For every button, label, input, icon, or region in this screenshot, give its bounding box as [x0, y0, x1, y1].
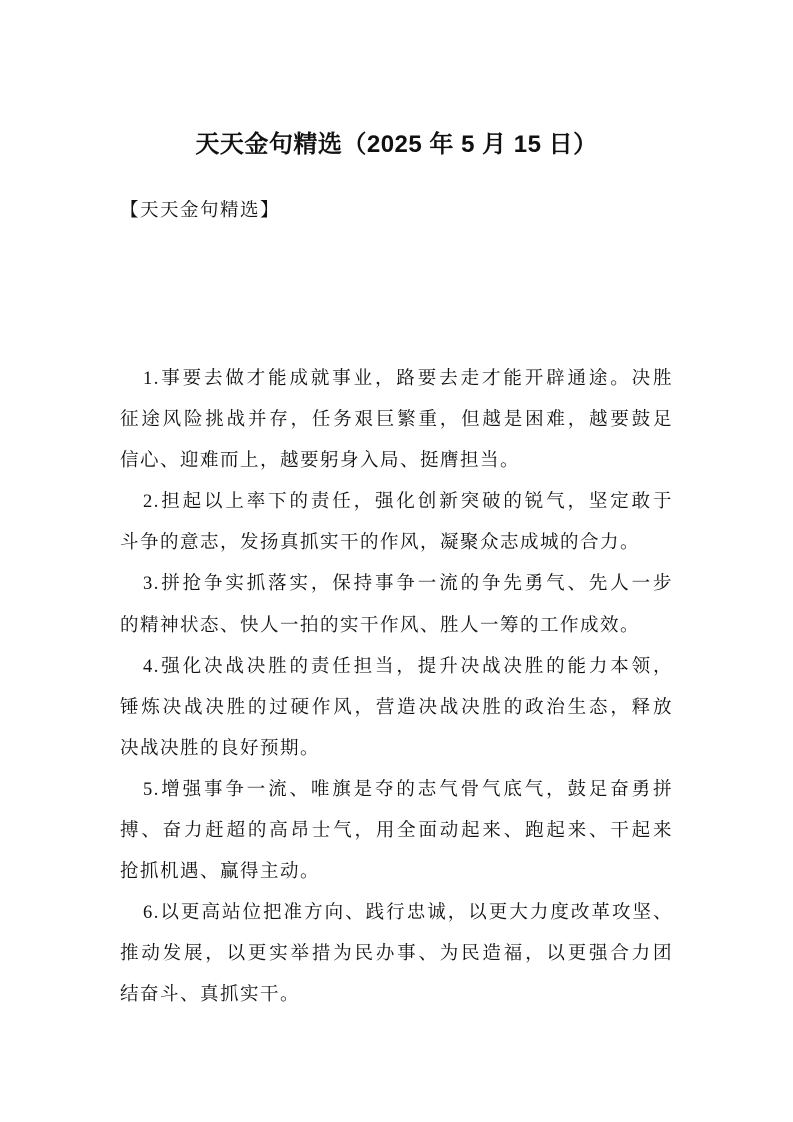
paragraph-line: 的精神状态、快人一拍的实干作风、胜人一筹的工作成效。	[120, 615, 641, 636]
paragraph-line: 1.事要去做才能成就事业，路要去走才能开辟通途。决胜	[143, 369, 673, 389]
paragraph-line: 推动发展，以更实举措为民办事、为民造福，以更强合力团	[120, 944, 673, 965]
paragraph-line: 6.以更高站位把准方向、践行忠诚，以更大力度改革攻坚、	[143, 903, 673, 924]
paragraph-4	[120, 647, 673, 770]
paragraph-line: 4.强化决战决胜的责任担当，提升决战决胜的能力本领，	[143, 656, 673, 677]
paragraph-line: 结奋斗、真抓实干。	[120, 985, 301, 1006]
paragraph-line: 斗争的意志，发扬真抓实干的作风，凝聚众志成城的合力。	[120, 533, 641, 554]
paragraph-line: 决战决胜的良好预期。	[120, 738, 321, 759]
paragraph-line: 征途风险挑战并存，任务艰巨繁重，但越是困难，越要鼓足	[120, 410, 673, 431]
paragraph-5	[120, 770, 673, 893]
page-title: 天天金句精选（2025 年 5 月 15 日）	[195, 131, 598, 158]
paragraph-line: 搏、奋力赶超的高昂士气，用全面动起来、跑起来、干起来	[120, 821, 673, 842]
paragraph-line: 锤炼决战决胜的过硬作风，营造决战决胜的政治生态，释放	[120, 697, 673, 718]
paragraph-line: 信心、迎难而上，越要躬身入局、挺膺担当。	[120, 451, 521, 472]
paragraph-line: 5.增强事争一流、唯旗是夺的志气骨气底气，鼓足奋勇拼	[143, 779, 673, 800]
paragraph-line: 2.担起以上率下的责任，强化创新突破的锐气，坚定敢于	[143, 492, 673, 513]
paragraph-1	[120, 359, 673, 482]
section-label: 【天天金句精选】	[120, 201, 281, 221]
paragraph-3	[120, 564, 673, 646]
document-body	[120, 359, 673, 1017]
paragraph-line: 3.拼抢争实抓落实，保持事争一流的争先勇气、先人一步	[143, 574, 673, 595]
paragraph-2	[120, 482, 673, 564]
paragraph-line: 抢抓机遇、赢得主动。	[120, 862, 321, 883]
paragraph-6	[120, 893, 673, 1016]
